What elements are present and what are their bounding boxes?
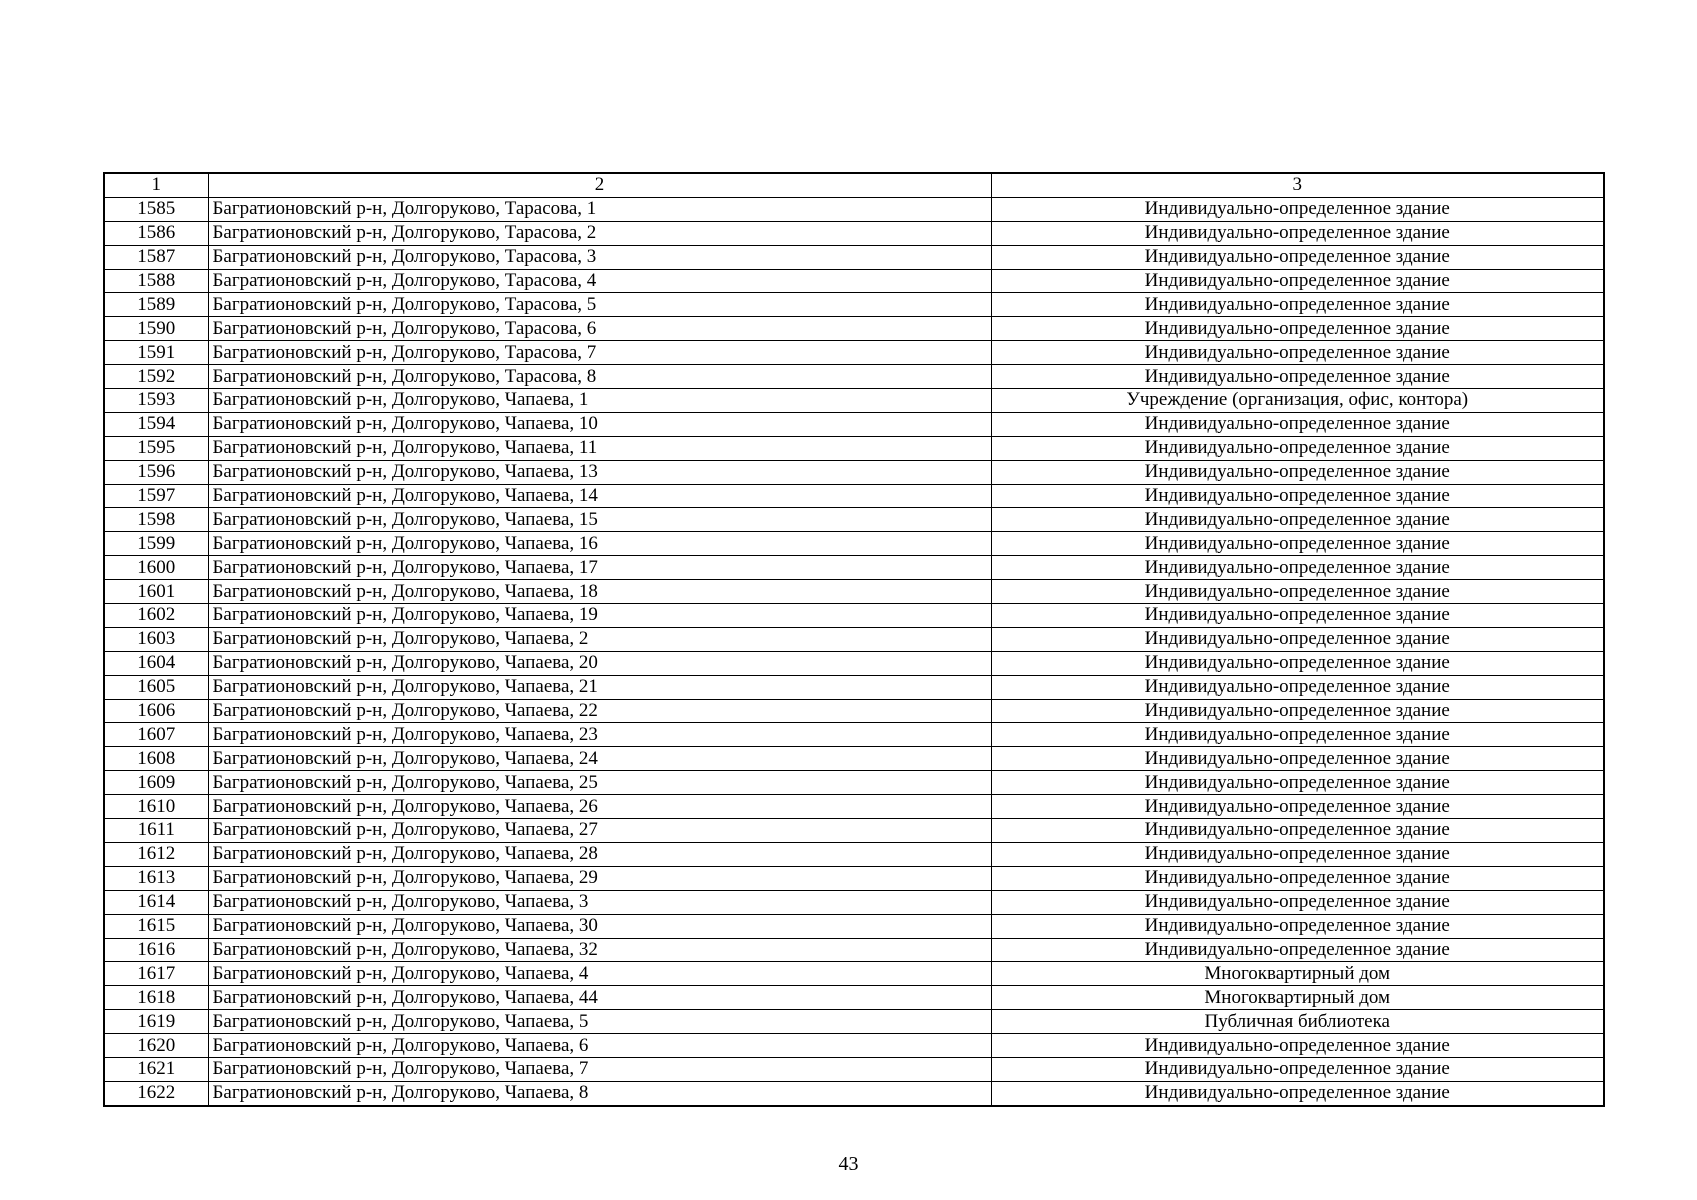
building-type-cell: Многоквартирный дом bbox=[991, 962, 1604, 986]
address-cell: Багратионовский р-н, Долгоруково, Чапаева, 18 bbox=[208, 580, 991, 604]
building-type-cell: Учреждение (организация, офис, контора) bbox=[991, 389, 1604, 413]
building-type-cell: Индивидуально-определенное здание bbox=[991, 341, 1604, 365]
row-number-cell: 1616 bbox=[104, 938, 208, 962]
table-row bbox=[104, 890, 1604, 914]
row-number-cell: 1588 bbox=[104, 269, 208, 293]
row-number-cell: 1593 bbox=[104, 389, 208, 413]
row-number-cell: 1605 bbox=[104, 675, 208, 699]
address-cell: Багратионовский р-н, Долгоруково, Чапаева, 19 bbox=[208, 604, 991, 628]
table-row bbox=[104, 1010, 1604, 1034]
address-cell: Багратионовский р-н, Долгоруково, Чапаева, 7 bbox=[208, 1057, 991, 1081]
building-type-cell: Публичная библиотека bbox=[991, 1010, 1604, 1034]
row-number-cell: 1598 bbox=[104, 508, 208, 532]
address-cell: Багратионовский р-н, Долгоруково, Чапаева, 1 bbox=[208, 389, 991, 413]
building-type-cell: Индивидуально-определенное здание bbox=[991, 819, 1604, 843]
address-cell: Багратионовский р-н, Долгоруково, Тарасова, 8 bbox=[208, 365, 991, 389]
row-number-cell: 1590 bbox=[104, 317, 208, 341]
building-type-cell: Индивидуально-определенное здание bbox=[991, 317, 1604, 341]
building-type-cell: Индивидуально-определенное здание bbox=[991, 221, 1604, 245]
row-number-cell: 1610 bbox=[104, 795, 208, 819]
address-cell: Багратионовский р-н, Долгоруково, Чапаева, 22 bbox=[208, 699, 991, 723]
table-row bbox=[104, 436, 1604, 460]
row-number-cell: 1606 bbox=[104, 699, 208, 723]
row-number-cell: 1618 bbox=[104, 986, 208, 1010]
address-cell: Багратионовский р-н, Долгоруково, Чапаева, 25 bbox=[208, 771, 991, 795]
row-number-cell: 1612 bbox=[104, 842, 208, 866]
row-number-cell: 1599 bbox=[104, 532, 208, 556]
table-row bbox=[104, 962, 1604, 986]
table-row bbox=[104, 986, 1604, 1010]
address-cell: Багратионовский р-н, Долгоруково, Чапаева, 5 bbox=[208, 1010, 991, 1034]
table-row bbox=[104, 747, 1604, 771]
address-cell: Багратионовский р-н, Долгоруково, Чапаева, 26 bbox=[208, 795, 991, 819]
table-row bbox=[104, 1034, 1604, 1058]
row-number-cell: 1585 bbox=[104, 197, 208, 221]
building-type-cell: Индивидуально-определенное здание bbox=[991, 412, 1604, 436]
building-type-cell: Индивидуально-определенное здание bbox=[991, 675, 1604, 699]
address-cell: Багратионовский р-н, Долгоруково, Чапаева, 2 bbox=[208, 627, 991, 651]
address-cell: Багратионовский р-н, Долгоруково, Чапаева, 21 bbox=[208, 675, 991, 699]
building-type-cell: Индивидуально-определенное здание bbox=[991, 365, 1604, 389]
table-row bbox=[104, 245, 1604, 269]
address-cell: Багратионовский р-н, Долгоруково, Тарасова, 6 bbox=[208, 317, 991, 341]
building-type-cell: Индивидуально-определенное здание bbox=[991, 293, 1604, 317]
row-number-cell: 1608 bbox=[104, 747, 208, 771]
address-cell: Багратионовский р-н, Долгоруково, Чапаева, 3 bbox=[208, 890, 991, 914]
address-cell: Багратионовский р-н, Долгоруково, Чапаева, 17 bbox=[208, 556, 991, 580]
building-type-cell: Индивидуально-определенное здание bbox=[991, 269, 1604, 293]
building-type-cell: Индивидуально-определенное здание bbox=[991, 747, 1604, 771]
row-number-cell: 1607 bbox=[104, 723, 208, 747]
row-number-cell: 1587 bbox=[104, 245, 208, 269]
row-number-cell: 1615 bbox=[104, 914, 208, 938]
address-cell: Багратионовский р-н, Долгоруково, Чапаева, 30 bbox=[208, 914, 991, 938]
table-row bbox=[104, 412, 1604, 436]
table-row bbox=[104, 389, 1604, 413]
address-cell: Багратионовский р-н, Долгоруково, Тарасова, 1 bbox=[208, 197, 991, 221]
building-type-cell: Индивидуально-определенное здание bbox=[991, 1057, 1604, 1081]
address-cell: Багратионовский р-н, Долгоруково, Чапаева, 6 bbox=[208, 1034, 991, 1058]
row-number-cell: 1589 bbox=[104, 293, 208, 317]
building-type-cell: Индивидуально-определенное здание bbox=[991, 914, 1604, 938]
table-row bbox=[104, 1081, 1604, 1105]
row-number-cell: 1621 bbox=[104, 1057, 208, 1081]
building-type-cell: Индивидуально-определенное здание bbox=[991, 1081, 1604, 1105]
table-row bbox=[104, 1057, 1604, 1081]
row-number-cell: 1617 bbox=[104, 962, 208, 986]
building-type-cell: Индивидуально-определенное здание bbox=[991, 938, 1604, 962]
building-type-cell: Индивидуально-определенное здание bbox=[991, 532, 1604, 556]
address-cell: Багратионовский р-н, Долгоруково, Чапаева, 20 bbox=[208, 651, 991, 675]
address-cell: Багратионовский р-н, Долгоруково, Чапаева, 14 bbox=[208, 484, 991, 508]
table-row bbox=[104, 460, 1604, 484]
table-row bbox=[104, 771, 1604, 795]
building-type-cell: Индивидуально-определенное здание bbox=[991, 197, 1604, 221]
building-type-cell: Индивидуально-определенное здание bbox=[991, 508, 1604, 532]
building-type-cell: Индивидуально-определенное здание bbox=[991, 723, 1604, 747]
table-row bbox=[104, 866, 1604, 890]
address-cell: Багратионовский р-н, Долгоруково, Тарасова, 4 bbox=[208, 269, 991, 293]
address-cell: Багратионовский р-н, Долгоруково, Чапаева, 4 bbox=[208, 962, 991, 986]
column-number-2: 2 bbox=[208, 173, 991, 197]
row-number-cell: 1603 bbox=[104, 627, 208, 651]
building-type-cell: Индивидуально-определенное здание bbox=[991, 795, 1604, 819]
row-number-cell: 1586 bbox=[104, 221, 208, 245]
building-type-cell: Индивидуально-определенное здание bbox=[991, 866, 1604, 890]
building-type-cell: Индивидуально-определенное здание bbox=[991, 460, 1604, 484]
table-row bbox=[104, 341, 1604, 365]
address-cell: Багратионовский р-н, Долгоруково, Чапаева, 11 bbox=[208, 436, 991, 460]
table-row bbox=[104, 795, 1604, 819]
building-type-cell: Индивидуально-определенное здание bbox=[991, 436, 1604, 460]
address-cell: Багратионовский р-н, Долгоруково, Чапаева, 44 bbox=[208, 986, 991, 1010]
row-number-cell: 1601 bbox=[104, 580, 208, 604]
building-type-cell: Индивидуально-определенное здание bbox=[991, 245, 1604, 269]
row-number-cell: 1613 bbox=[104, 866, 208, 890]
building-type-cell: Индивидуально-определенное здание bbox=[991, 556, 1604, 580]
address-cell: Багратионовский р-н, Долгоруково, Чапаева, 27 bbox=[208, 819, 991, 843]
address-cell: Багратионовский р-н, Долгоруково, Чапаева, 32 bbox=[208, 938, 991, 962]
table-row bbox=[104, 627, 1604, 651]
address-cell: Багратионовский р-н, Долгоруково, Чапаева, 10 bbox=[208, 412, 991, 436]
address-cell: Багратионовский р-н, Долгоруково, Чапаева, 16 bbox=[208, 532, 991, 556]
document-sheet bbox=[103, 172, 1603, 1107]
row-number-cell: 1604 bbox=[104, 651, 208, 675]
table-row bbox=[104, 914, 1604, 938]
building-type-cell: Индивидуально-определенное здание bbox=[991, 842, 1604, 866]
table-row bbox=[104, 221, 1604, 245]
table-row bbox=[104, 819, 1604, 843]
building-type-cell: Индивидуально-определенное здание bbox=[991, 604, 1604, 628]
table-row bbox=[104, 556, 1604, 580]
row-number-cell: 1602 bbox=[104, 604, 208, 628]
building-type-cell: Индивидуально-определенное здание bbox=[991, 484, 1604, 508]
table-row bbox=[104, 580, 1604, 604]
table-row bbox=[104, 651, 1604, 675]
row-number-cell: 1620 bbox=[104, 1034, 208, 1058]
address-cell: Багратионовский р-н, Долгоруково, Тарасова, 2 bbox=[208, 221, 991, 245]
table-row bbox=[104, 365, 1604, 389]
address-cell: Багратионовский р-н, Долгоруково, Тарасова, 3 bbox=[208, 245, 991, 269]
address-cell: Багратионовский р-н, Долгоруково, Чапаева, 8 bbox=[208, 1081, 991, 1105]
registry-table-body bbox=[104, 173, 1604, 1106]
address-cell: Багратионовский р-н, Долгоруково, Чапаева, 15 bbox=[208, 508, 991, 532]
row-number-cell: 1597 bbox=[104, 484, 208, 508]
table-row bbox=[104, 938, 1604, 962]
building-type-cell: Индивидуально-определенное здание bbox=[991, 651, 1604, 675]
row-number-cell: 1591 bbox=[104, 341, 208, 365]
building-type-cell: Индивидуально-определенное здание bbox=[991, 627, 1604, 651]
table-row bbox=[104, 604, 1604, 628]
row-number-cell: 1614 bbox=[104, 890, 208, 914]
table-row bbox=[104, 699, 1604, 723]
building-type-cell: Индивидуально-определенное здание bbox=[991, 699, 1604, 723]
row-number-cell: 1595 bbox=[104, 436, 208, 460]
row-number-cell: 1600 bbox=[104, 556, 208, 580]
page-number: 43 bbox=[838, 1153, 859, 1175]
table-row bbox=[104, 293, 1604, 317]
address-cell: Багратионовский р-н, Долгоруково, Чапаева, 23 bbox=[208, 723, 991, 747]
address-cell: Багратионовский р-н, Долгоруково, Чапаева, 28 bbox=[208, 842, 991, 866]
table-row bbox=[104, 842, 1604, 866]
column-number-3: 3 bbox=[991, 173, 1604, 197]
building-type-cell: Индивидуально-определенное здание bbox=[991, 1034, 1604, 1058]
address-cell: Багратионовский р-н, Долгоруково, Чапаева, 24 bbox=[208, 747, 991, 771]
row-number-cell: 1592 bbox=[104, 365, 208, 389]
row-number-cell: 1594 bbox=[104, 412, 208, 436]
table-row bbox=[104, 197, 1604, 221]
column-number-row bbox=[104, 173, 1604, 197]
address-cell: Багратионовский р-н, Долгоруково, Тарасова, 5 bbox=[208, 293, 991, 317]
address-cell: Багратионовский р-н, Долгоруково, Чапаева, 29 bbox=[208, 866, 991, 890]
column-number-1: 1 bbox=[104, 173, 208, 197]
address-cell: Багратионовский р-н, Долгоруково, Чапаева, 13 bbox=[208, 460, 991, 484]
table-row bbox=[104, 484, 1604, 508]
building-type-cell: Индивидуально-определенное здание bbox=[991, 771, 1604, 795]
table-row bbox=[104, 317, 1604, 341]
row-number-cell: 1609 bbox=[104, 771, 208, 795]
table-row bbox=[104, 723, 1604, 747]
building-type-cell: Индивидуально-определенное здание bbox=[991, 890, 1604, 914]
building-type-cell: Индивидуально-определенное здание bbox=[991, 580, 1604, 604]
row-number-cell: 1619 bbox=[104, 1010, 208, 1034]
row-number-cell: 1622 bbox=[104, 1081, 208, 1105]
table-row bbox=[104, 269, 1604, 293]
address-registry-table bbox=[103, 172, 1605, 1107]
row-number-cell: 1596 bbox=[104, 460, 208, 484]
table-row bbox=[104, 675, 1604, 699]
table-row bbox=[104, 508, 1604, 532]
table-row bbox=[104, 532, 1604, 556]
address-cell: Багратионовский р-н, Долгоруково, Тарасова, 7 bbox=[208, 341, 991, 365]
row-number-cell: 1611 bbox=[104, 819, 208, 843]
building-type-cell: Многоквартирный дом bbox=[991, 986, 1604, 1010]
